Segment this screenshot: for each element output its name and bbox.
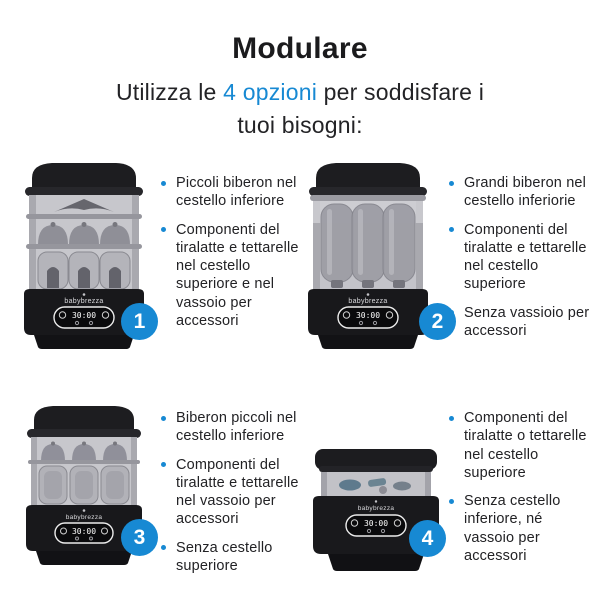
bullet-item: Biberon piccoli nel cestello inferiore [159, 409, 307, 446]
timer-display-value: 30:00 [355, 311, 381, 320]
lid [309, 163, 427, 196]
bullet-item: Senza cestello superiore [159, 539, 307, 576]
subtitle-line2: tuoi bisogni: [237, 112, 363, 138]
sterilizer-image-option-3 [8, 392, 160, 578]
option-1-bullets [159, 174, 307, 340]
sterilizer-image-option-2 [292, 152, 444, 352]
option-2-number-badge: 2 [419, 303, 456, 340]
base-panel [308, 289, 428, 349]
lid [27, 406, 141, 438]
bullet-item: Senza vassioio per accessori [447, 304, 594, 341]
timer-display-value: 30:00 [363, 519, 389, 528]
option-4-number-badge: 4 [409, 520, 446, 557]
timer-display-value: 30:00 [71, 527, 97, 536]
chamber [28, 437, 140, 507]
option-3-bullets [159, 409, 307, 585]
brand-logo: babybrezza [348, 298, 388, 305]
bullet-item: Componenti del tiralatte e tettarelle nel cestello superiore [447, 221, 594, 294]
timer-display-value: 30:00 [71, 311, 97, 320]
option-1-number-badge: 1 [121, 303, 158, 340]
brand-logo: babybrezza [64, 298, 104, 305]
page-title: Modulare [232, 32, 368, 65]
subtitle-text-prefix: Utilizza le [115, 79, 224, 105]
timer-display [346, 515, 406, 536]
chamber [310, 195, 426, 291]
sterilizer-image-option-1 [8, 152, 160, 352]
bullet-item: Componenti del tiralatte e tettarelle nel cestello superiore e nel vassoio per accessori [159, 221, 307, 331]
brand-logo: babybrezza [357, 505, 395, 512]
bullet-item: Componenti del tiralatte o tettarelle nel cestello superiore [447, 409, 594, 482]
sterilizer-illustration-compact [298, 430, 454, 590]
page-subtitle [50, 76, 550, 142]
bullet-item: Componenti del tiralatte e tettarelle nel vassoio per accessori [159, 456, 307, 529]
timer-display [55, 523, 113, 543]
option-4-bullets [447, 409, 594, 575]
option-2-bullets [447, 174, 594, 350]
option-3-number-badge: 3 [121, 519, 158, 556]
lid [315, 449, 437, 472]
bullet-item: Senza cestello inferiore, né vassoio per accessori [447, 492, 594, 565]
sterilizer-image-option-4 [298, 430, 454, 590]
bullet-item: Piccoli biberon nel cestello inferiore [159, 174, 307, 211]
brand-logo: babybrezza [65, 514, 103, 521]
chamber [321, 472, 431, 497]
subtitle-text-suffix: per soddisfare i [317, 79, 485, 105]
timer-display [338, 307, 398, 328]
lid [25, 163, 143, 196]
subtitle-highlight: 4 opzioni [223, 79, 318, 105]
timer-display [54, 307, 114, 328]
chamber [26, 195, 142, 290]
bullet-item: Grandi biberon nel cestello inferiorie [447, 174, 594, 211]
